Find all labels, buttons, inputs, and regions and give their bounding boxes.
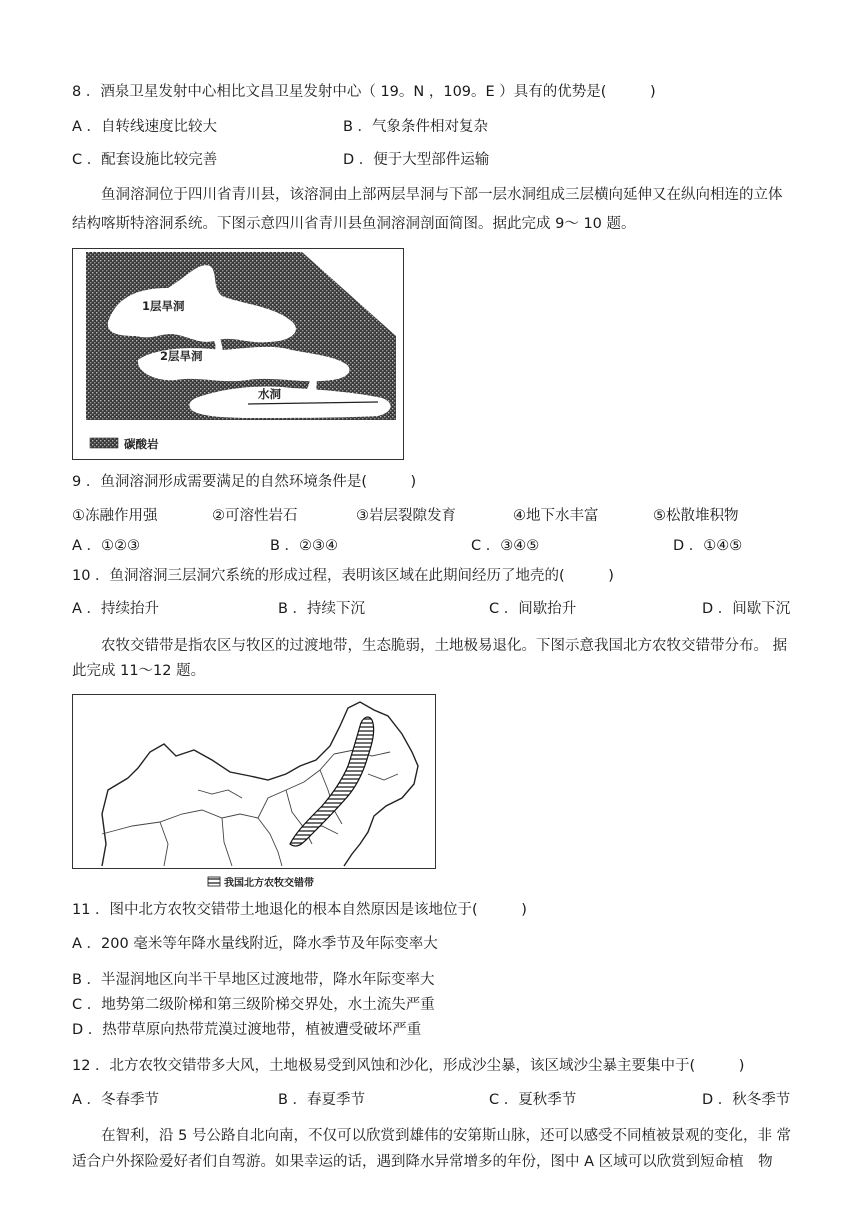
question-9-option-c: C ．③④⑤ bbox=[471, 538, 540, 554]
question-9-choice-3: ③岩层裂隙发育 bbox=[356, 508, 456, 524]
question-11-option-d: D ．热带草原向热带荒漠过渡地带，植被遭受破坏严重 bbox=[72, 1022, 422, 1038]
passage-karst-cave: 鱼洞溶洞位于四川省青川县，该溶洞由上部两层旱洞与下部一层水洞组成三层横向延伸又在纵向相连的立体结构喀斯特溶洞系统。下图示意四川省青川县鱼洞溶洞剖面简图。据此完成 9～ 10 题。 bbox=[72, 187, 783, 232]
question-11-option-a: A ．200 毫米等年降水量线附近，降水季节及年际变率大 bbox=[72, 936, 438, 952]
question-10-option-a: A ．持续抬升 bbox=[72, 601, 160, 617]
question-10-option-c: C ．间歇抬升 bbox=[489, 601, 577, 617]
question-9-choice-2: ②可溶性岩石 bbox=[212, 508, 298, 524]
question-8-stem: 8 ．酒泉卫星发射中心相比文昌卫星发射中心（ 19。N ，109。E ）具有的优势是( ) bbox=[72, 84, 656, 100]
question-10-option-b: B ．持续下沉 bbox=[278, 601, 366, 617]
legend-swatch-ecotone bbox=[208, 877, 220, 886]
question-9-choice-5: ⑤松散堆积物 bbox=[653, 508, 739, 524]
question-11-option-b: B ．半湿润地区向半干旱地区过渡地带，降水年际变率大 bbox=[72, 972, 435, 988]
question-12-option-b: B ．春夏季节 bbox=[278, 1092, 366, 1108]
question-8-option-c: C ．配套设施比较完善 bbox=[72, 152, 218, 168]
legend-label-carbonate: 碳酸岩 bbox=[124, 437, 159, 451]
question-9-option-b: B ．②③④ bbox=[270, 538, 339, 554]
question-9-option-a: A ．①②③ bbox=[72, 538, 141, 554]
question-8-option-b: B ．气象条件相对复杂 bbox=[343, 119, 489, 135]
cave-profile-figure bbox=[72, 248, 404, 460]
passage-ecotone-line-1: 农牧交错带是指农区与牧区的过渡地带，生态脆弱，土地极易退化。下图示意我国北方农牧交错带分布。 据 bbox=[101, 638, 788, 654]
question-8-option-a: A ．自转线速度比较大 bbox=[72, 119, 218, 135]
question-11-stem: 11 ．图中北方农牧交错带土地退化的根本自然原因是该地位于( ) bbox=[72, 902, 527, 918]
question-12-option-a: A ．冬春季节 bbox=[72, 1092, 160, 1108]
question-12-stem: 12 ．北方农牧交错带多大风，土地极易受到风蚀和沙化，形成沙尘暴，该区域沙尘暴主要集中于( ) bbox=[72, 1058, 745, 1074]
passage-chile-line-2: 适合户外探险爱好者们自驾游。如果幸运的话，遇到降水异常增多的年份，图中 A 区域可以欣赏到短命植 物 bbox=[72, 1154, 773, 1170]
cave-label-layer-2: 2层旱洞 bbox=[160, 349, 203, 363]
ecotone-map-figure bbox=[72, 694, 436, 894]
question-9-choice-1: ①冻融作用强 bbox=[72, 508, 158, 524]
question-10-option-d: D ．间歇下沉 bbox=[702, 601, 791, 617]
question-9-stem: 9 ．鱼洞溶洞形成需要满足的自然环境条件是( ) bbox=[72, 474, 417, 490]
legend-swatch-carbonate bbox=[90, 438, 118, 448]
question-9-choice-4: ④地下水丰富 bbox=[513, 508, 599, 524]
question-12-option-c: C ．夏秋季节 bbox=[489, 1092, 577, 1108]
passage-chile-line-1: 在智利，沿 5 号公路自北向南，不仅可以欣赏到雄伟的安第斯山脉，还可以感受不同植被景观的变化，非 常 bbox=[101, 1128, 792, 1144]
question-8-option-d: D ．便于大型部件运输 bbox=[343, 152, 490, 168]
question-11-option-c: C ．地势第二级阶梯和第三级阶梯交界处，水土流失严重 bbox=[72, 997, 435, 1013]
legend-label-ecotone: 我国北方农牧交错带 bbox=[224, 878, 314, 889]
cave-profile-diagram bbox=[72, 248, 404, 460]
china-north-map bbox=[72, 694, 436, 894]
passage-ecotone-line-2: 此完成 11～12 题。 bbox=[72, 663, 206, 679]
cave-label-layer-1: 1层旱洞 bbox=[142, 299, 185, 313]
question-9-option-d: D ．①④⑤ bbox=[673, 538, 743, 554]
question-12-option-d: D ．秋冬季节 bbox=[702, 1092, 791, 1108]
cave-label-water: 水洞 bbox=[258, 387, 281, 401]
question-10-stem: 10 ．鱼洞溶洞三层洞穴系统的形成过程，表明该区域在此期间经历了地壳的( ) bbox=[72, 568, 614, 584]
